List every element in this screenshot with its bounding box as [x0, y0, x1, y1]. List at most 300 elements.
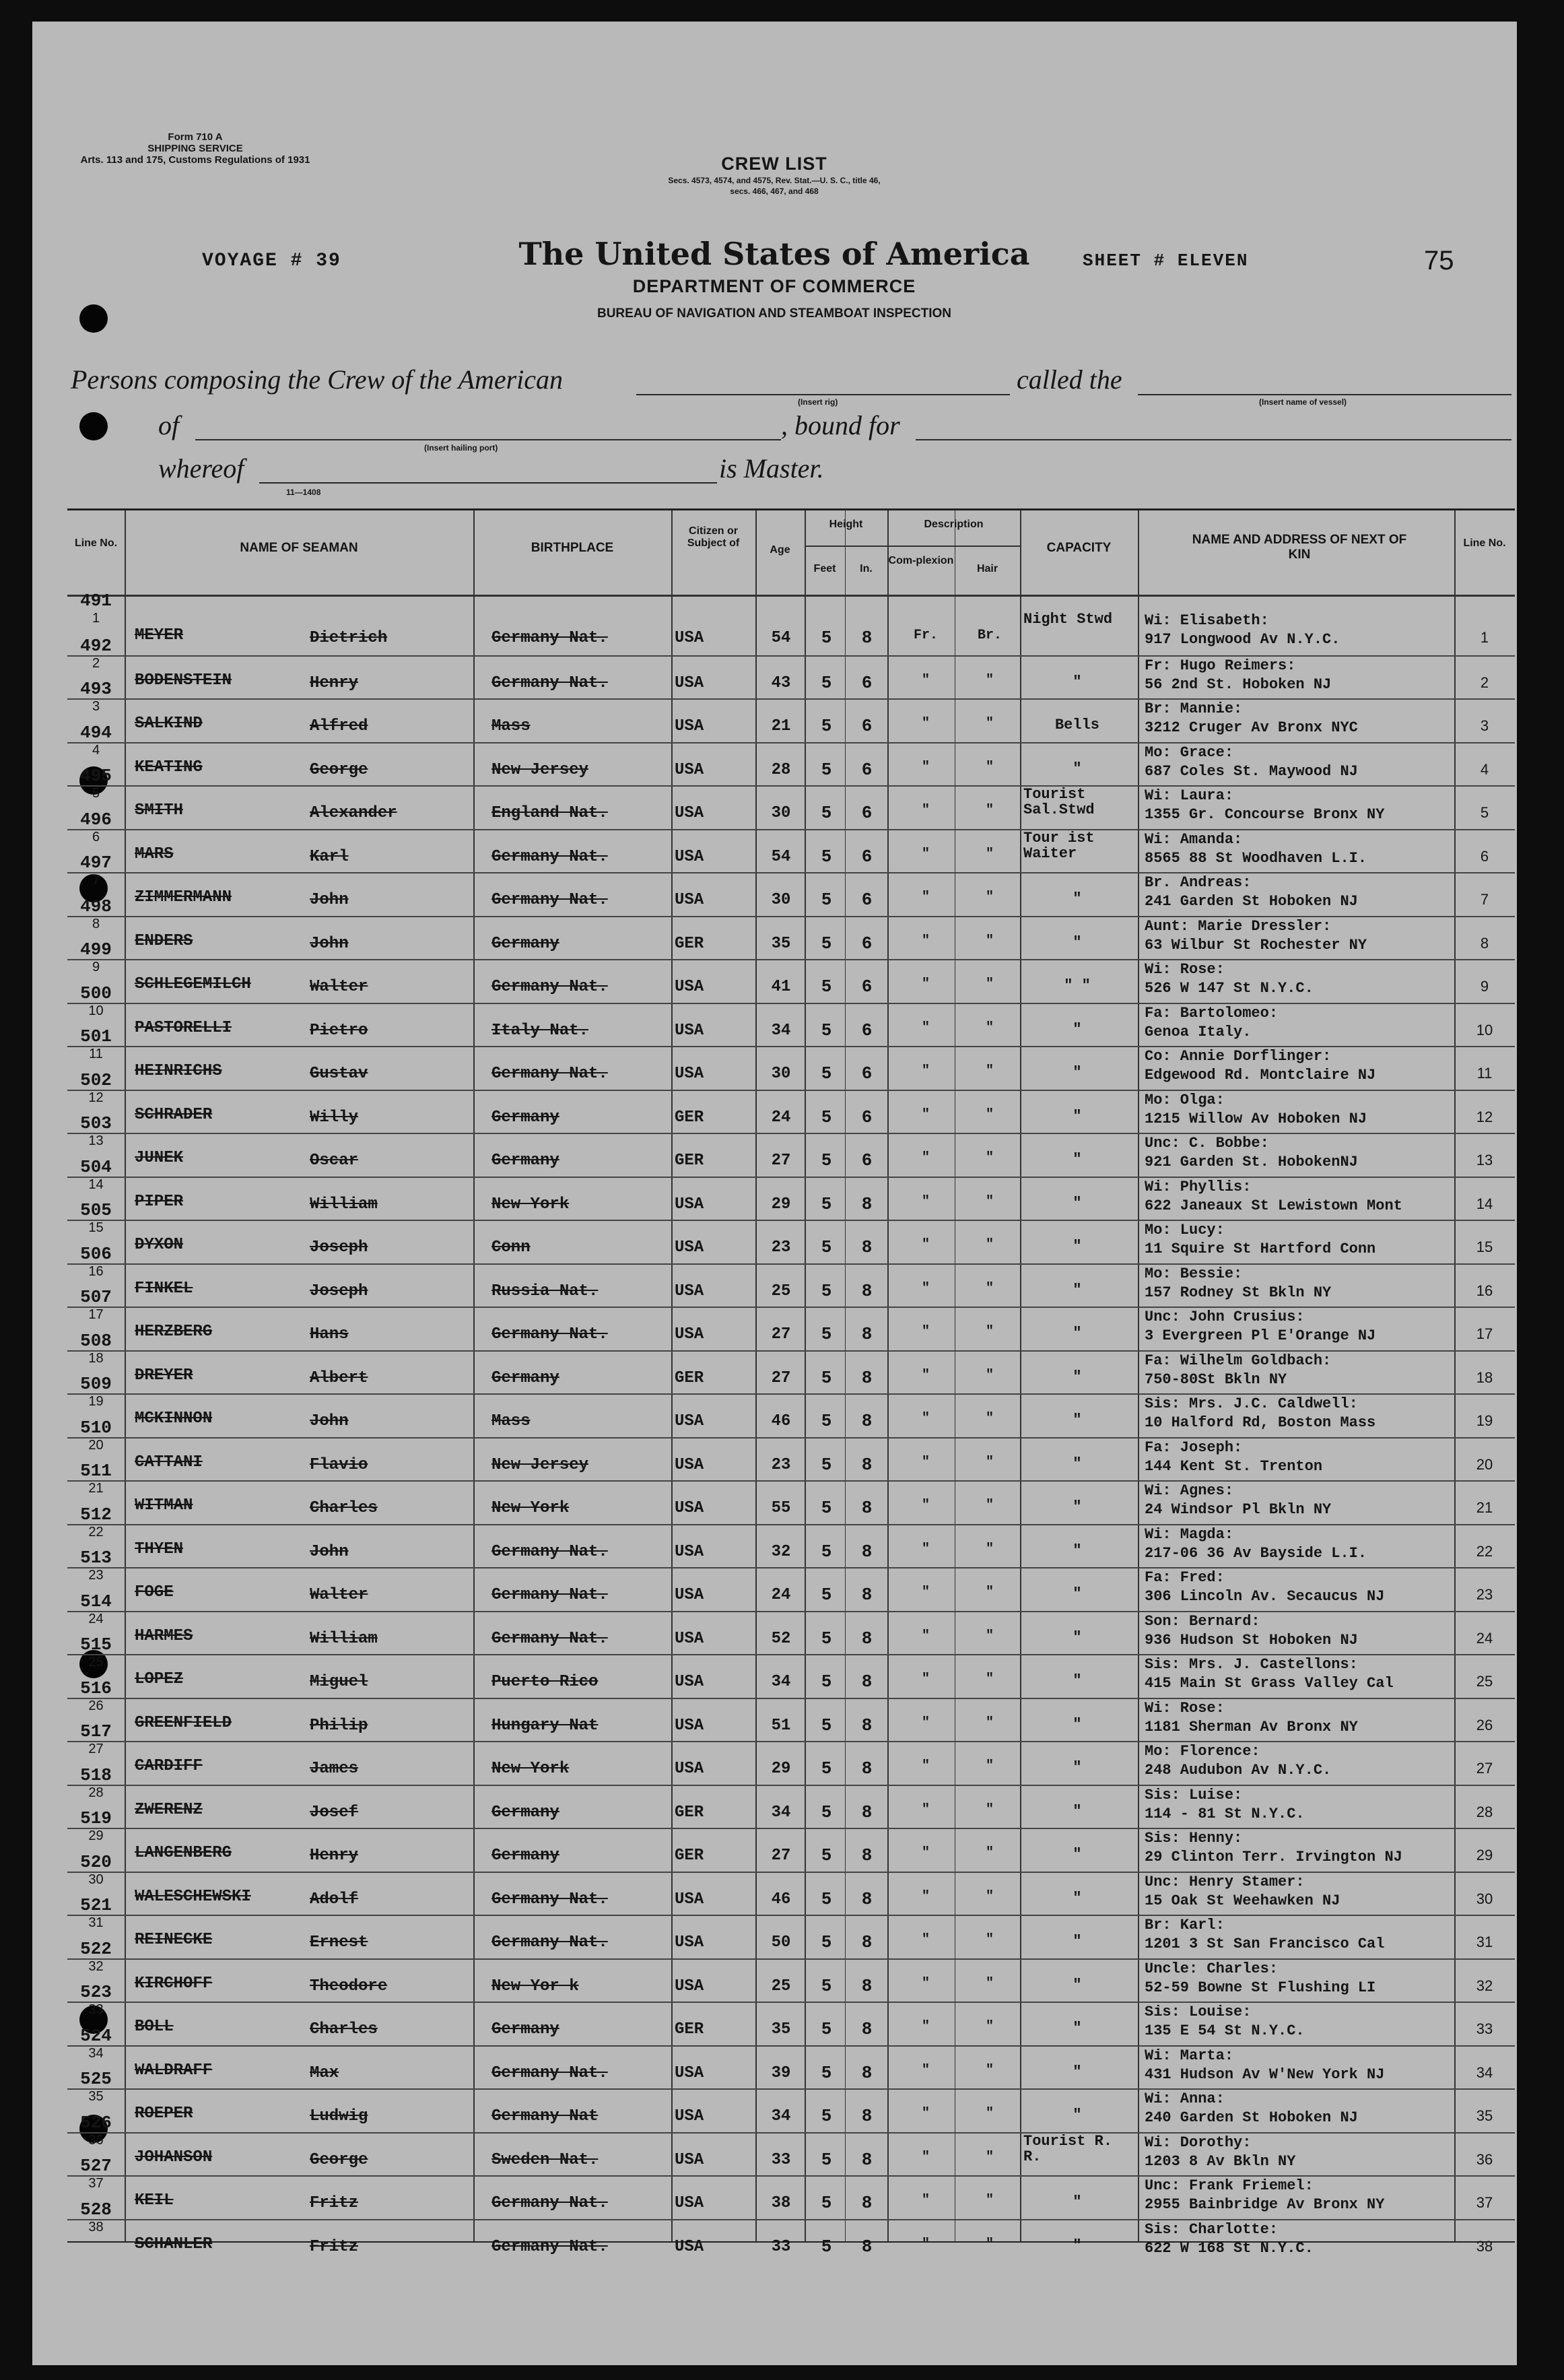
kin-name: Wi: Phyllis: — [1145, 1178, 1252, 1195]
line-number-cell — [67, 1851, 125, 1888]
line-number-right: 36 — [1476, 2150, 1493, 2168]
line-number-right: 34 — [1476, 2063, 1493, 2081]
citizenship: USA — [675, 1890, 704, 1909]
citizenship: USA — [675, 978, 704, 996]
next-of-kin — [1145, 611, 1461, 649]
height-inches: 8 — [861, 1888, 873, 1909]
capacity: " — [1073, 1107, 1082, 1125]
height-feet: 5 — [821, 1150, 832, 1170]
age: 51 — [771, 1716, 791, 1735]
sequence-number: 514 — [80, 1591, 112, 1612]
capacity: " — [1073, 1020, 1082, 1038]
capacity: " — [1073, 1889, 1082, 1907]
height-inches: 8 — [861, 1715, 873, 1736]
capacity: " — [1073, 1628, 1082, 1646]
capacity: Tourist R. R. — [1023, 2132, 1113, 2165]
birthplace: Mass — [491, 1412, 531, 1430]
next-of-kin — [1145, 2090, 1461, 2127]
citizenship: USA — [675, 1455, 704, 1474]
citizenship: USA — [675, 804, 704, 822]
seaman-surname: SMITH — [135, 801, 184, 820]
line-number: 5 — [92, 786, 100, 801]
hair: " — [985, 1063, 994, 1079]
age: 46 — [771, 1412, 791, 1430]
kin-name: Co: Annie Dorflinger: — [1145, 1048, 1332, 1065]
header-birthplace: BIRTHPLACE — [531, 541, 614, 555]
age: 43 — [771, 673, 791, 692]
line-number-cell — [67, 1461, 125, 1496]
statutes-line-2: secs. 466, 467, and 468 — [730, 187, 819, 196]
citizenship: GER — [675, 1108, 704, 1127]
header-feet: Feet — [813, 563, 836, 574]
line-number: 4 — [92, 742, 100, 758]
hair: " — [985, 1367, 994, 1383]
seaman-given-name: Henry — [310, 673, 359, 692]
age: 27 — [771, 1847, 791, 1865]
next-of-kin — [1145, 1829, 1461, 1867]
next-of-kin — [1145, 2220, 1461, 2258]
department-title: DEPARTMENT OF COMMERCE — [632, 276, 916, 296]
line-number: 3 — [92, 699, 100, 714]
kin-address: 10 Halford Rd, Boston Mass — [1145, 1414, 1376, 1431]
next-of-kin — [1145, 1091, 1461, 1129]
line-number-right: 14 — [1476, 1195, 1493, 1212]
next-of-kin — [1145, 1786, 1461, 1824]
kin-name: Unc: Henry Stamer: — [1145, 1873, 1305, 1890]
line-number-right: 33 — [1476, 2020, 1493, 2037]
kin-name: Wi: Amanda: — [1145, 830, 1243, 848]
hair: " — [985, 1585, 994, 1600]
header-line-no: Line No. — [74, 537, 118, 549]
next-of-kin — [1145, 2177, 1461, 2214]
hair: " — [985, 2106, 994, 2121]
line-number-right: 31 — [1476, 1933, 1493, 1950]
age: 27 — [771, 1325, 791, 1344]
next-of-kin — [1145, 1395, 1461, 1432]
seaman-given-name: Walter — [310, 978, 368, 996]
whereof-text: whereof — [158, 453, 244, 484]
kin-address: 217-06 36 Av Bayside L.I. — [1145, 1544, 1367, 1562]
seaman-surname: JOHANSON — [135, 2148, 213, 2167]
line-number: 31 — [88, 1915, 104, 1930]
complexion: " — [921, 759, 930, 775]
capacity: " — [1073, 1585, 1082, 1602]
kin-address: Edgewood Rd. Montclaire NJ — [1145, 1067, 1376, 1084]
height-feet: 5 — [821, 1498, 832, 1518]
height-feet: 5 — [821, 1193, 832, 1214]
seaman-surname: WITMAN — [135, 1496, 193, 1515]
complexion: " — [921, 1106, 930, 1123]
hair: " — [985, 1106, 994, 1123]
next-of-kin — [1145, 917, 1461, 955]
sequence-number: 492 — [80, 635, 112, 656]
hair: " — [985, 1672, 994, 1687]
complexion: " — [921, 1020, 930, 1036]
sequence-number: 505 — [80, 1200, 112, 1220]
line-number-cell — [67, 1634, 125, 1670]
line-number: 2 — [92, 655, 100, 671]
age: 35 — [771, 934, 791, 953]
crew-row — [67, 591, 1515, 655]
capacity: " — [1073, 1802, 1082, 1820]
age: 27 — [771, 1152, 791, 1170]
complexion: " — [921, 1801, 930, 1818]
height-inches: 6 — [861, 672, 873, 693]
complexion: " — [921, 977, 930, 992]
age: 21 — [771, 717, 791, 735]
complexion: " — [921, 716, 930, 731]
birthplace: Germany — [491, 1152, 559, 1170]
line-number-right: 23 — [1476, 1586, 1493, 1603]
citizenship: GER — [675, 934, 704, 953]
age: 24 — [771, 1586, 791, 1604]
line-number: 16 — [88, 1263, 104, 1279]
height-inches: 6 — [861, 977, 873, 997]
line-number: 14 — [88, 1177, 104, 1192]
seaman-surname: ENDERS — [135, 931, 193, 950]
birthplace: Germany Nat. — [491, 1542, 608, 1561]
complexion: " — [921, 1758, 930, 1774]
seaman-surname: SCHANLER — [135, 2235, 213, 2253]
birthplace: Germany Nat. — [491, 2194, 608, 2212]
kin-name: Mo: Grace: — [1145, 743, 1234, 761]
kin-name: Wi: Anna: — [1145, 2090, 1225, 2107]
seaman-surname: ZIMMERMANN — [135, 888, 232, 906]
kin-address: 1203 8 Av Bkln NY — [1145, 2152, 1296, 2170]
kin-address: 3 Evergreen Pl E'Orange NJ — [1145, 1327, 1376, 1344]
line-number-cell — [67, 1895, 125, 1931]
of-text: of — [158, 410, 180, 440]
line-number: 29 — [88, 1828, 104, 1843]
next-of-kin — [1145, 2134, 1461, 2171]
citizenship: USA — [675, 1325, 704, 1344]
complexion: " — [921, 1975, 930, 1991]
line-number-right: 37 — [1476, 2194, 1493, 2211]
age: 30 — [771, 891, 791, 909]
birthplace: Conn — [491, 1238, 531, 1257]
seaman-given-name: Albert — [310, 1368, 368, 1387]
height-inches: 8 — [861, 1975, 873, 1996]
kin-name: Wi: Dorothy: — [1145, 2134, 1252, 2151]
citizenship: GER — [675, 2020, 704, 2039]
age: 46 — [771, 1890, 791, 1909]
sequence-number: 498 — [80, 896, 112, 917]
citizenship: GER — [675, 1368, 704, 1387]
line-number-right: 3 — [1480, 717, 1489, 734]
line-number: 17 — [88, 1307, 104, 1322]
height-feet: 5 — [821, 977, 832, 997]
citizenship: USA — [675, 1933, 704, 1952]
capacity: " — [1073, 2107, 1082, 2123]
sequence-number: 510 — [80, 1417, 112, 1438]
capacity: " — [1073, 2020, 1082, 2037]
sequence-number: 495 — [80, 766, 112, 786]
capacity: " — [1073, 933, 1082, 951]
line-number-right: 15 — [1476, 1238, 1493, 1255]
seaman-given-name: Flavio — [310, 1455, 368, 1474]
seaman-surname: HEINRICHS — [135, 1062, 222, 1080]
seaman-given-name: Willy — [310, 1108, 359, 1127]
sequence-number: 497 — [80, 853, 112, 873]
birthplace: New Jersey — [491, 760, 589, 779]
capacity: " — [1073, 1238, 1082, 1255]
line-number-right: 16 — [1476, 1282, 1493, 1299]
line-number-right: 35 — [1476, 2107, 1493, 2124]
age: 25 — [771, 1282, 791, 1300]
hair: " — [985, 1541, 994, 1557]
complexion: " — [921, 1280, 930, 1296]
kin-name: Sis: Henny: — [1145, 1830, 1243, 1847]
seaman-surname: THYEN — [135, 1540, 184, 1558]
seaman-given-name: Adolf — [310, 1890, 359, 1909]
list-title: CREW LIST — [721, 154, 827, 174]
age: 34 — [771, 2107, 791, 2125]
next-of-kin — [1145, 1308, 1461, 1346]
next-of-kin — [1145, 1960, 1461, 1997]
line-number-cell — [67, 1113, 125, 1149]
seaman-surname: ROEPER — [135, 2105, 193, 2123]
seaman-given-name: Philip — [310, 1716, 368, 1735]
seaman-surname: KEATING — [135, 758, 203, 776]
line-number-cell — [67, 2199, 125, 2235]
height-feet: 5 — [821, 1975, 832, 1996]
line-number-right: 2 — [1480, 673, 1489, 691]
next-of-kin — [1145, 1004, 1461, 1042]
next-of-kin — [1145, 1482, 1461, 1519]
citizenship: USA — [675, 1542, 704, 1561]
complexion: " — [921, 1888, 930, 1905]
next-of-kin — [1145, 1699, 1461, 1737]
kin-name: Wi: Laura: — [1145, 787, 1234, 804]
seaman-given-name: Ludwig — [310, 2107, 368, 2125]
citizenship: USA — [675, 847, 704, 866]
complexion: " — [921, 933, 930, 949]
age: 34 — [771, 1673, 791, 1691]
sequence-number: 509 — [80, 1374, 112, 1394]
next-of-kin — [1145, 1525, 1461, 1563]
line-number: 9 — [92, 960, 100, 974]
line-number-cell — [67, 766, 125, 801]
capacity: " — [1073, 673, 1082, 690]
next-of-kin — [1145, 1742, 1461, 1780]
bound-for-text: , bound for — [781, 410, 900, 440]
kin-address: 1215 Willow Av Hoboken NJ — [1145, 1110, 1367, 1127]
sequence-number: 499 — [80, 939, 112, 960]
sequence-number: 503 — [80, 1113, 112, 1133]
next-of-kin — [1145, 873, 1461, 911]
line-number-cell — [67, 1026, 125, 1062]
kin-address: 750-80St Bkln NY — [1145, 1370, 1287, 1388]
citizenship: USA — [675, 2107, 704, 2125]
complexion: " — [921, 2062, 930, 2078]
height-inches: 8 — [861, 1541, 873, 1562]
capacity: Night Stwd — [1023, 611, 1113, 628]
kin-name: Fa: Bartolomeo: — [1145, 1004, 1279, 1022]
kin-address: 29 Clinton Terr. Irvington NJ — [1145, 1849, 1402, 1865]
list-title-block — [552, 154, 996, 196]
age: 50 — [771, 1933, 791, 1952]
capacity: " — [1073, 1368, 1082, 1385]
complexion: " — [921, 2236, 930, 2252]
citizenship: GER — [675, 1847, 704, 1865]
birthplace: New Jersey — [491, 1455, 589, 1474]
height-feet: 5 — [821, 803, 832, 823]
complexion: " — [921, 890, 930, 905]
kin-address: 11 Squire St Hartford Conn — [1145, 1241, 1376, 1257]
sequence-number: 512 — [80, 1504, 112, 1525]
next-of-kin — [1145, 657, 1461, 694]
hair: " — [985, 2149, 994, 2165]
sheet-label: SHEET # ELEVEN — [1083, 251, 1249, 271]
line-number-right: 4 — [1480, 760, 1489, 778]
birthplace: Germany Nat — [491, 2107, 599, 2125]
sequence-number: 501 — [80, 1026, 112, 1047]
capacity: " — [1073, 2063, 1082, 2080]
line-number-right: 22 — [1476, 1542, 1493, 1560]
line-number-right: 7 — [1480, 891, 1489, 908]
line-number-right: 19 — [1476, 1412, 1493, 1429]
hair: " — [985, 1150, 994, 1166]
kin-name: Son: Bernard: — [1145, 1612, 1260, 1630]
kin-address: 415 Main St Grass Valley Cal — [1145, 1675, 1394, 1692]
height-feet: 5 — [821, 716, 832, 736]
kin-address: 622 W 168 St N.Y.C. — [1145, 2239, 1314, 2257]
seaman-surname: MCKINNON — [135, 1410, 213, 1428]
seaman-surname: SCHLEGEMILCH — [135, 975, 251, 993]
height-inches: 8 — [861, 1585, 873, 1605]
kin-address: 921 Garden St. HobokenNJ — [1145, 1154, 1358, 1170]
insert-rig-note: (Insert rig) — [798, 397, 838, 407]
line-number-cell — [67, 1156, 125, 1193]
crew-table — [67, 508, 1515, 2257]
line-number: 7 — [92, 873, 100, 888]
capacity: " — [1073, 1498, 1082, 1515]
kin-address: 936 Hudson St Hoboken NJ — [1145, 1631, 1358, 1649]
citizenship: USA — [675, 717, 704, 735]
line-number-cell — [67, 1417, 125, 1453]
seaman-surname: WALDRAFF — [135, 2061, 213, 2080]
height-inches: 6 — [861, 846, 873, 867]
line-number: 21 — [88, 1481, 104, 1496]
header-hair: Hair — [976, 563, 998, 574]
kin-address: 56 2nd St. Hoboken NJ — [1145, 675, 1332, 693]
header-capacity: CAPACITY — [1046, 541, 1112, 555]
line-number-cell — [67, 1764, 125, 1801]
kin-address: 24 Windsor Pl Bkln NY — [1145, 1501, 1332, 1518]
capacity: " — [1073, 1542, 1082, 1559]
line-number: 13 — [88, 1133, 104, 1148]
line-number-cell — [67, 591, 125, 626]
complexion: " — [921, 1628, 930, 1644]
citizenship: USA — [675, 629, 704, 647]
height-feet: 5 — [821, 1367, 832, 1388]
citizenship: USA — [675, 673, 704, 692]
citizenship: USA — [675, 1499, 704, 1517]
line-number-right: 11 — [1476, 1065, 1493, 1082]
height-feet: 5 — [821, 2106, 832, 2126]
complexion: " — [921, 2149, 930, 2165]
height-feet: 5 — [821, 1324, 832, 1344]
seaman-given-name: Henry — [310, 1847, 359, 1865]
seaman-given-name: Josef — [310, 1803, 359, 1822]
insert-port-note: (Insert hailing port) — [424, 443, 498, 453]
header-line-no-right: Line No. — [1463, 537, 1506, 549]
seaman-given-name: George — [310, 760, 368, 779]
height-inches: 6 — [861, 933, 873, 954]
hair: " — [985, 1454, 994, 1470]
header-height: Height — [829, 519, 863, 530]
birthplace: Germany — [491, 1368, 559, 1387]
line-number-right: 26 — [1476, 1716, 1493, 1733]
seaman-given-name: Pietro — [310, 1021, 368, 1040]
hair: " — [985, 1020, 994, 1036]
kin-name: Mo: Olga: — [1145, 1091, 1225, 1109]
kin-address: 52-59 Bowne St Flushing LI — [1145, 1979, 1376, 1996]
kin-name: Br: Karl: — [1145, 1917, 1225, 1933]
height-inches: 8 — [861, 1454, 873, 1475]
kin-address: 248 Audubon Av N.Y.C. — [1145, 1762, 1332, 1779]
line-number: 28 — [88, 1785, 104, 1800]
line-number-cell — [67, 939, 125, 975]
sequence-number: 517 — [80, 1721, 112, 1742]
capacity: Tourist Sal.Stwd — [1023, 786, 1095, 818]
citizenship: USA — [675, 1065, 704, 1083]
seaman-given-name: Miguel — [310, 1673, 368, 1691]
capacity: " — [1073, 1325, 1082, 1342]
age: 52 — [771, 1629, 791, 1648]
age: 29 — [771, 1195, 791, 1214]
sequence-number: 500 — [80, 983, 112, 1003]
birthplace: Germany Nat. — [491, 1065, 608, 1083]
citizenship: USA — [675, 2063, 704, 2082]
height-inches: 6 — [861, 1106, 873, 1127]
line-number: 38 — [88, 2219, 104, 2235]
citizenship: GER — [675, 1803, 704, 1822]
hair: " — [985, 890, 994, 905]
seaman-surname: WALESCHEWSKI — [135, 1887, 251, 1906]
birthplace: Germany — [491, 2020, 559, 2039]
hair: Br. — [977, 628, 1002, 643]
kin-address: 3212 Cruger Av Bronx NYC — [1145, 719, 1358, 736]
line-number-right: 1 — [1480, 629, 1489, 646]
kin-address: 157 Rodney St Bkln NY — [1145, 1284, 1332, 1301]
voyage-number: VOYAGE # 39 — [202, 251, 341, 271]
next-of-kin — [1145, 2003, 1461, 2041]
next-of-kin — [1145, 1916, 1461, 1954]
birthplace: New York — [491, 1499, 570, 1517]
line-number-right: 8 — [1480, 934, 1489, 952]
complexion: " — [921, 1237, 930, 1253]
height-feet: 5 — [821, 2019, 832, 2039]
kin-name: Br: Mannie: — [1145, 700, 1243, 717]
seaman-given-name: Hans — [310, 1325, 349, 1344]
called-the-text: called the — [1017, 364, 1122, 395]
kin-name: Unc: Frank Friemel: — [1145, 2177, 1314, 2194]
citizenship: USA — [675, 2194, 704, 2212]
complexion: " — [921, 1932, 930, 1948]
sequence-number: 493 — [80, 679, 112, 699]
height-feet: 5 — [821, 628, 832, 648]
kin-address: 240 Garden St Hoboken NJ — [1145, 2109, 1358, 2126]
seaman-surname: REINECKE — [135, 1931, 213, 1949]
hair: " — [985, 846, 994, 862]
line-number: 10 — [88, 1003, 104, 1018]
kin-address: 63 Wilbur St Rochester NY — [1145, 936, 1367, 954]
complexion: " — [921, 2106, 930, 2121]
age: 30 — [771, 1065, 791, 1083]
seaman-surname: ZWERENZ — [135, 1800, 203, 1819]
complexion: " — [921, 1193, 930, 1210]
